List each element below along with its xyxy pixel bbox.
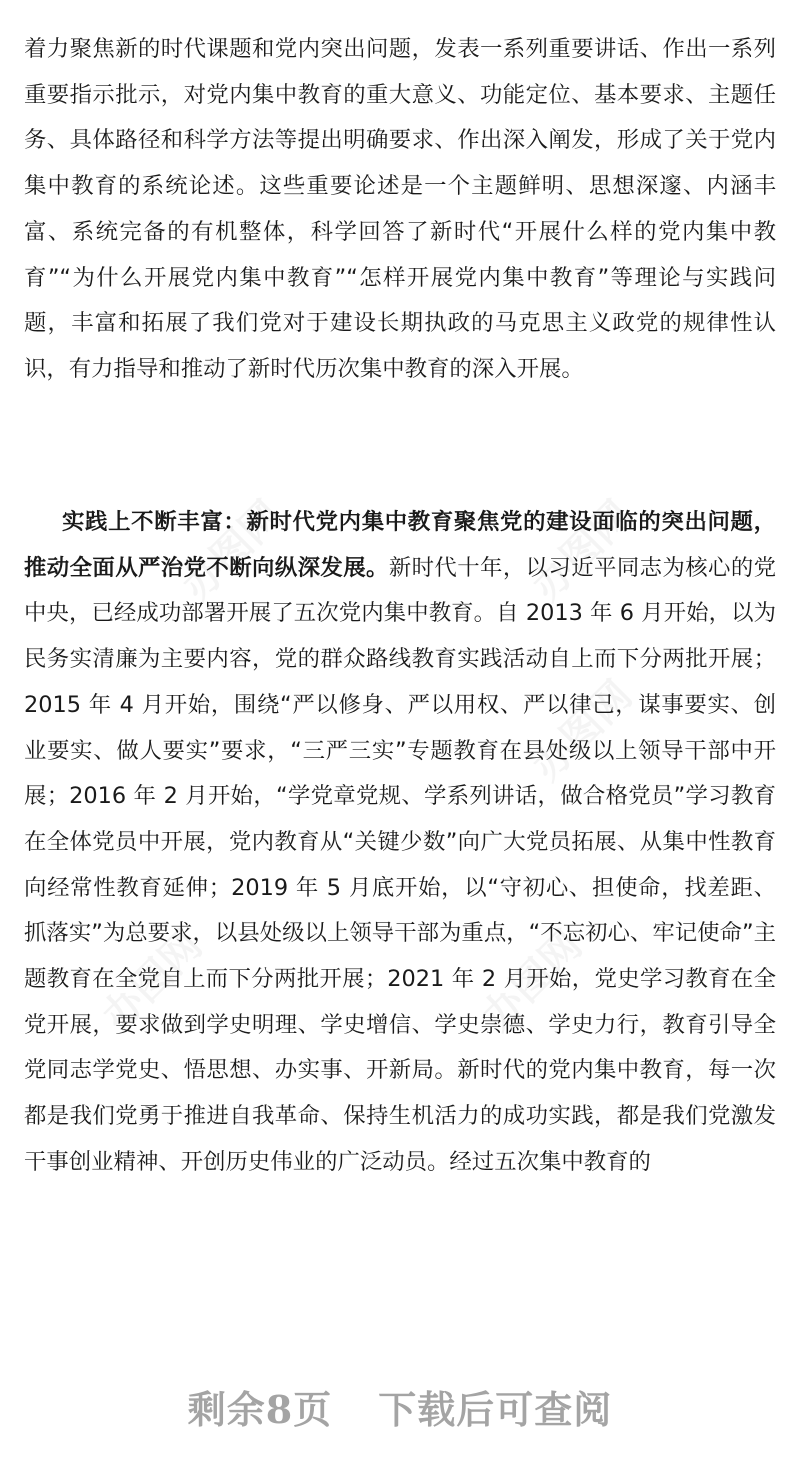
section-paragraph xyxy=(24,500,776,1186)
download-prompt[interactable] xyxy=(0,1376,800,1436)
section-heading: 实践上不断丰富：新时代党内集中教育聚焦党的建设面临的突出问题，推动全面从严治党不断向纵深发展。 xyxy=(24,509,776,581)
body-paragraph: 着力聚焦新的时代课题和党内突出问题，发表一系列重要讲话、作出一系列重要指示批示，对党内集中教育的重大意义、功能定位、基本要求、主题任务、具体路径和科学方法等提出明确要求、作出深入阐发，形成了关于党内集中教育的系统论述。这些重要论述是一个主题鲜明、思想深邃、内涵丰富、系统完备的有机整体，科学回答了新时代“开展什么样的党内集中教育”“为什么开展党内集中教育”“怎样开展党内集中教育”等理论与实践问题，丰富和拓展了我们党对于建设长期执政的马克思主义政党的规律性认识，有力指导和推动了新时代历次集中教育的深入开展。 xyxy=(24,36,776,382)
remaining-pages-label: 剩余8页 xyxy=(187,1386,333,1432)
download-hint-label: 下载后可查阅 xyxy=(378,1386,613,1432)
section-body: 新时代十年，以习近平同志为核心的党中央，已经成功部署开展了五次党内集中教育。自 2013 年 6 月开始，以为民务实清廉为主要内容，党的群众路线教育实践活动自上而下分两批开展；2015 年 4 月开始，围绕“严以修身、严以用权、严以律己，谋事要实、创业要实、做人要实”要求，“三严三实”专题教育在县处级以上领导干部中开展；2016 年 2 月开始，“学党章党规、学系列讲话，做合格党员”学习教育在全体党员中开展，党内教育从“关键少数”向广大党员拓展、从集中性教育向经常性教育延伸；2019 年 5 月底开始，以“守初心、担使命，找差距、抓落实”为总要求，以县处级以上领导干部为重点，“不忘初心、牢记使命”主题教育在全党自上而下分两批开展；2021 年 2 月开始，党史学习教育在全党开展，要求做到学史明理、学史增信、学史崇德、学史力行，教育引导全党同志学党史、悟思想、办实事、开新局。新时代的党内集中教育，每一次都是我们党勇于推进自我革命、保持生机活力的成功实践，都是我们党激发干事创业精神、开创历史伟业的广泛动员。经过五次集中教育的 xyxy=(24,554,777,1175)
